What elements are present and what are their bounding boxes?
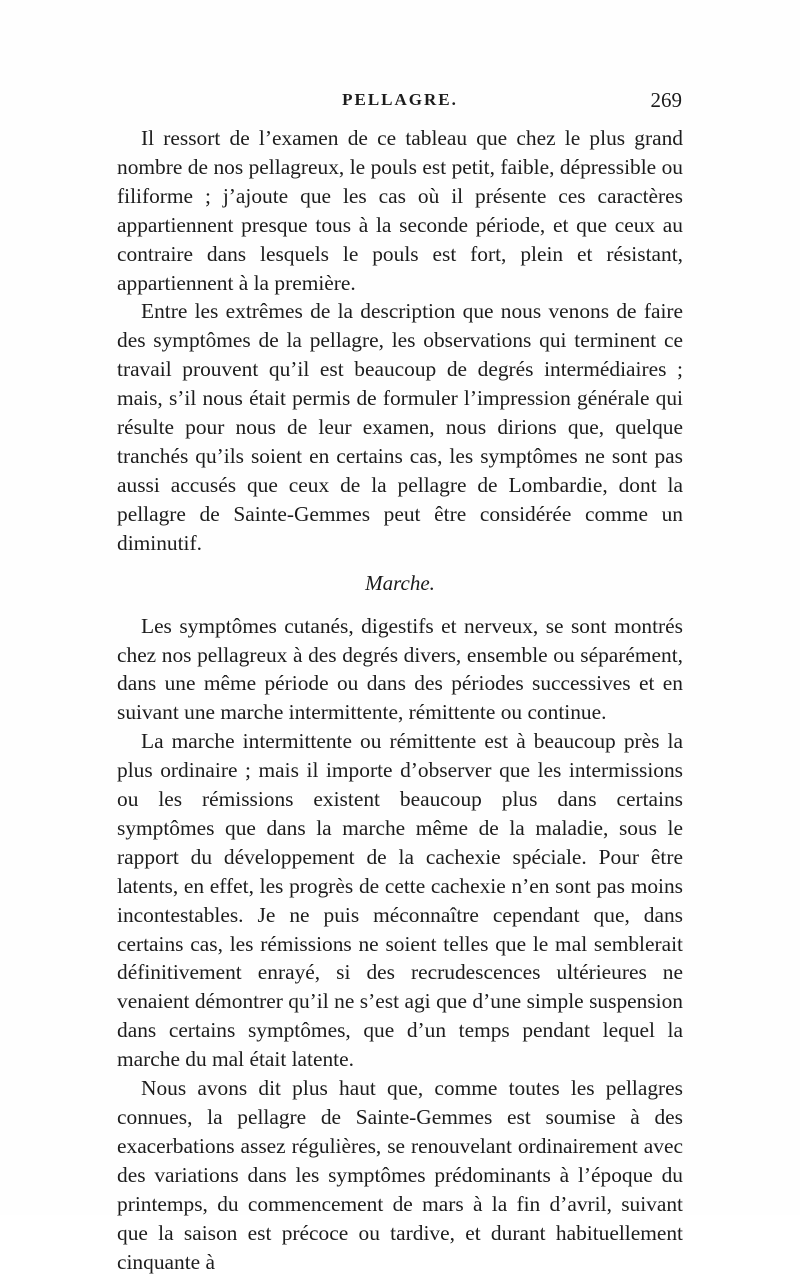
paragraph-symptoms-course: Les symptômes cutanés, digestifs et nerveux, se sont montrés chez nos pellagreux à des degrés divers, ensemble ou séparément, dans une même période ou dans des périodes successives et en suivant une marche intermittente, rémittente ou continue. [117, 613, 683, 725]
page-number: 269 [650, 88, 682, 112]
paragraph-intermittent-course: La marche intermittente ou rémittente est à beaucoup près la plus ordinaire ; mais il importe d’observer que les intermissions ou les rémissions existent beaucoup plus dans certains symptômes que dans la marche même de la maladie, sous le rapport du développement de la cachexie spéciale. Pour être latents, en effet, les progrès de cette cachexie n’en sont pas moins incontestables. Je ne puis méconnaître cependant que, dans certains cas, les rémissions ne soient telles que le mal semblerait définitivement enrayé, si des recrudescences ultérieures ne venaient démontrer qu’il ne s’est agi que d’une simple suspension dans certains symptômes, que d’un temps pendant lequel la marche du mal était latente. [117, 729, 683, 1072]
paragraph-exacerbations: Nous avons dit plus haut que, comme toutes les pellagres connues, la pellagre de Sainte-Gemmes est soumise à des exacerbations assez régulières, se renouvelant ordinairement avec des variations dans les symptômes prédominants à l’époque du printemps, du commencement de mars à la fin d’avril, suivant que la saison est précoce ou tardive, et durant habituellement cinquante à [117, 1076, 683, 1274]
paragraph-intermediate-degrees: Entre les extrêmes de la description que nous venons de faire des symptômes de la pellagre, les observations qui terminent ce travail prouvent qu’il est beaucoup de degrés intermédiaires ; mais, s’il nous était permis de formuler l’impression générale qui résulte pour nous de leur examen, nous dirions que, quelque tranchés qu’ils soient en certains cas, les symptômes ne sont pas aussi accusés que ceux de la pellagre de Lombardie, dont la pellagre de Sainte-Gemmes peut être considérée comme un diminutif. [117, 299, 683, 555]
paragraph-pulse-summary: Il ressort de l’examen de ce tableau que chez le plus grand nombre de nos pellagreux, le pouls est petit, faible, dépressible ou filiforme ; j’ajoute que les cas où il présente ces caractères appartiennent presque tous à la seconde période, et que ceux au contraire dans lesquels le pouls est fort, plein et résistant, appartiennent à la première. [117, 126, 683, 295]
running-head [118, 90, 682, 120]
body-text [117, 124, 683, 1276]
section-heading-marche: Marche. [365, 570, 435, 595]
running-title: PELLAGRE. [342, 90, 458, 109]
